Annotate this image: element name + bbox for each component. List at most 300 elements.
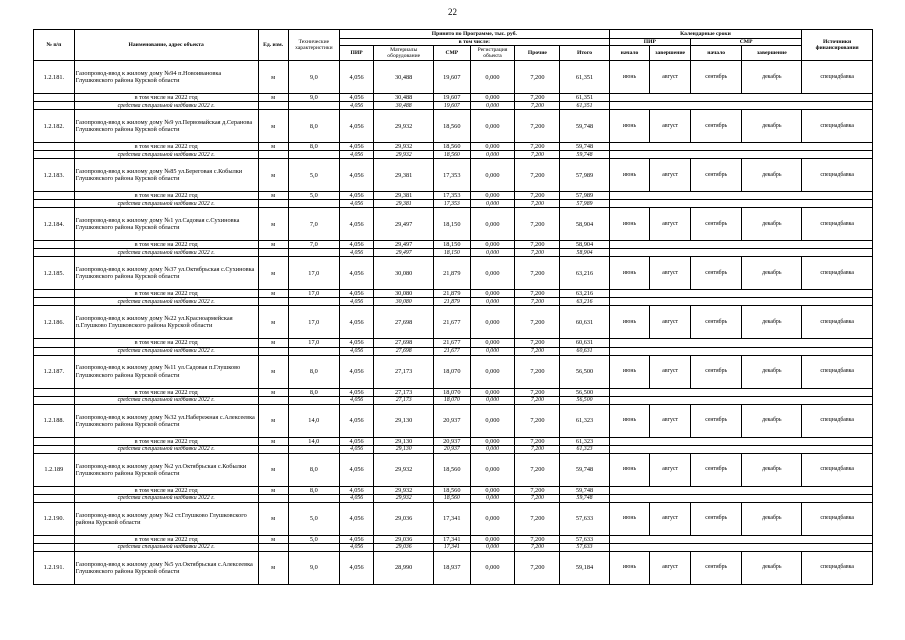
row-source: спецнадбавка [802,61,873,94]
row-materials: 28,990 [374,551,434,584]
row-registration: 0,000 [470,355,515,388]
row-source: спецнадбавка [802,502,873,535]
row-pir-end: август [650,257,691,290]
extra-blank [609,102,872,110]
extra-registration: 0,000 [470,151,515,159]
row-tech: 7,0 [288,208,339,241]
special-surcharge-row [34,200,873,208]
row-pir-start: июнь [609,355,650,388]
subtotal-blank [609,437,872,445]
header-materials: Материалы оборудование [374,46,434,61]
subtotal-materials: 29,036 [374,535,434,543]
extra-tech [288,298,339,306]
extra-blank [609,396,872,404]
row-smr-end: декабрь [742,257,802,290]
row-smr-end: декабрь [742,502,802,535]
extra-tech [288,151,339,159]
extra-other: 7,200 [515,543,560,551]
row-registration: 0,000 [470,159,515,192]
row-smr: 18,560 [434,110,470,143]
row-unit: м [258,110,288,143]
extra-smr: 18,560 [434,151,470,159]
extra-other: 7,200 [515,249,560,257]
subtotal-row [34,388,873,396]
row-pir: 4,056 [340,208,374,241]
extra-other: 7,200 [515,151,560,159]
row-name: Газопровод-ввод к жилому дому №85 ул.Береговая с.Кобылки Глушковского района Курской области [74,159,258,192]
extra-registration: 0,000 [470,298,515,306]
row-smr: 21,879 [434,257,470,290]
subtotal-unit: м [258,94,288,102]
row-pir: 4,056 [340,257,374,290]
subtotal-row [34,290,873,298]
extra-label: средства специальной надбавки 2022 г. [74,445,258,453]
extra-blank [609,249,872,257]
row-tech: 17,0 [288,306,339,339]
subtotal-row [34,535,873,543]
row-name: Газопровод-ввод к жилому дому №37 ул.Октябрьская с.Сухиновка Глушковского района Курской области [74,257,258,290]
row-smr: 18,560 [434,453,470,486]
row-other: 7,200 [515,257,560,290]
extra-unit [258,249,288,257]
subtotal-total: 61,351 [560,94,609,102]
page-number: 22 [448,7,457,17]
subtotal-num-cell [34,388,75,396]
special-surcharge-row [34,347,873,355]
subtotal-smr: 21,677 [434,339,470,347]
row-tech: 5,0 [288,159,339,192]
row-pir-start: июнь [609,61,650,94]
subtotal-materials: 27,173 [374,388,434,396]
row-other: 7,200 [515,306,560,339]
extra-smr: 19,607 [434,102,470,110]
subtotal-tech: 7,0 [288,241,339,249]
subtotal-label: в том числе на 2022 год [74,388,258,396]
extra-num-cell [34,102,75,110]
row-smr-end: декабрь [742,551,802,584]
extra-smr: 17,353 [434,200,470,208]
row-tech: 14,0 [288,404,339,437]
row-tech: 8,0 [288,453,339,486]
subtotal-total: 56,500 [560,388,609,396]
extra-label: средства специальной надбавки 2022 г. [74,151,258,159]
extra-total: 63,216 [560,298,609,306]
extra-materials: 27,698 [374,347,434,355]
subtotal-other: 7,200 [515,94,560,102]
extra-num-cell [34,347,75,355]
subtotal-row [34,437,873,445]
extra-pir: 4,056 [340,347,374,355]
subtotal-materials: 29,130 [374,437,434,445]
row-smr-end: декабрь [742,61,802,94]
subtotal-registration: 0,000 [470,486,515,494]
subtotal-row [34,192,873,200]
subtotal-unit: м [258,192,288,200]
row-source: спецнадбавка [802,355,873,388]
row-num: 1.2.183. [34,159,75,192]
subtotal-num-cell [34,143,75,151]
row-registration: 0,000 [470,110,515,143]
subtotal-pir: 4,056 [340,339,374,347]
extra-total: 56,500 [560,396,609,404]
header-cal-smr: СМР [690,39,801,46]
subtotal-registration: 0,000 [470,143,515,151]
subtotal-smr: 17,353 [434,192,470,200]
row-materials: 29,932 [374,110,434,143]
subtotal-materials: 27,698 [374,339,434,347]
row-name: Газопровод-ввод к жилому дому №22 ул.Красноармейская п.Глушково Глушковского района Курской области [74,306,258,339]
extra-total: 59,748 [560,494,609,502]
row-total: 60,631 [560,306,609,339]
extra-pir: 4,056 [340,151,374,159]
row-materials: 29,932 [374,453,434,486]
row-materials: 27,698 [374,306,434,339]
row-registration: 0,000 [470,453,515,486]
extra-smr: 18,150 [434,249,470,257]
extra-materials: 30,080 [374,298,434,306]
row-smr: 21,677 [434,306,470,339]
row-pir: 4,056 [340,159,374,192]
extra-smr: 21,677 [434,347,470,355]
extra-pir: 4,056 [340,298,374,306]
row-smr: 18,070 [434,355,470,388]
subtotal-unit: м [258,388,288,396]
subtotal-num-cell [34,290,75,298]
row-num: 1.2.186. [34,306,75,339]
extra-materials: 30,488 [374,102,434,110]
extra-smr: 18,560 [434,494,470,502]
row-smr-start: сентябрь [690,551,741,584]
row-other: 7,200 [515,453,560,486]
row-unit: м [258,159,288,192]
extra-total: 59,748 [560,151,609,159]
subtotal-blank [609,290,872,298]
subtotal-tech: 8,0 [288,143,339,151]
row-pir-start: июнь [609,551,650,584]
row-other: 7,200 [515,159,560,192]
extra-unit [258,298,288,306]
row-total: 61,351 [560,61,609,94]
extra-num-cell [34,298,75,306]
subtotal-tech: 9,0 [288,94,339,102]
table-row [34,306,873,339]
subtotal-total: 60,631 [560,339,609,347]
subtotal-materials: 29,932 [374,143,434,151]
subtotal-pir: 4,056 [340,192,374,200]
row-materials: 30,488 [374,61,434,94]
extra-registration: 0,000 [470,494,515,502]
extra-materials: 29,036 [374,543,434,551]
header-including: в том числе: [340,39,610,46]
extra-registration: 0,000 [470,543,515,551]
extra-label: средства специальной надбавки 2022 г. [74,543,258,551]
row-pir-start: июнь [609,159,650,192]
subtotal-smr: 18,070 [434,388,470,396]
extra-label: средства специальной надбавки 2022 г. [74,102,258,110]
subtotal-tech: 17,0 [288,339,339,347]
subtotal-blank [609,535,872,543]
subtotal-materials: 30,080 [374,290,434,298]
row-smr-end: декабрь [742,110,802,143]
subtotal-blank [609,388,872,396]
extra-blank [609,347,872,355]
header-source: Источники финансирования [802,30,873,61]
row-smr-end: декабрь [742,159,802,192]
header-calendar: Календарные сроки [609,30,802,39]
extra-materials: 29,497 [374,249,434,257]
subtotal-row [34,486,873,494]
row-registration: 0,000 [470,502,515,535]
row-smr: 20,937 [434,404,470,437]
row-total: 59,748 [560,453,609,486]
subtotal-other: 7,200 [515,192,560,200]
subtotal-row [34,143,873,151]
row-smr-start: сентябрь [690,61,741,94]
extra-blank [609,494,872,502]
row-pir-start: июнь [609,404,650,437]
header-num: № п/п [34,30,75,61]
row-pir-end: август [650,551,691,584]
row-registration: 0,000 [470,551,515,584]
extra-unit [258,102,288,110]
row-source: спецнадбавка [802,404,873,437]
row-total: 59,748 [560,110,609,143]
row-num: 1.2.185. [34,257,75,290]
row-source: спецнадбавка [802,110,873,143]
row-registration: 0,000 [470,61,515,94]
extra-materials: 27,173 [374,396,434,404]
row-name: Газопровод-ввод к жилому дому №11 ул.Садовая п.Глушково Глушковского района Курской области [74,355,258,388]
extra-label: средства специальной надбавки 2022 г. [74,396,258,404]
table-body [34,61,873,584]
special-surcharge-row [34,543,873,551]
row-total: 56,500 [560,355,609,388]
subtotal-other: 7,200 [515,241,560,249]
row-other: 7,200 [515,551,560,584]
subtotal-label: в том числе на 2022 год [74,437,258,445]
table-row [34,453,873,486]
header-pir-finish: завершение [650,46,691,61]
row-pir-start: июнь [609,110,650,143]
row-tech: 17,0 [288,257,339,290]
special-surcharge-row [34,249,873,257]
subtotal-registration: 0,000 [470,535,515,543]
subtotal-registration: 0,000 [470,388,515,396]
extra-total: 61,323 [560,445,609,453]
row-other: 7,200 [515,208,560,241]
subtotal-label: в том числе на 2022 год [74,143,258,151]
extra-unit [258,445,288,453]
row-source: спецнадбавка [802,208,873,241]
extra-registration: 0,000 [470,396,515,404]
extra-num-cell [34,200,75,208]
row-materials: 27,173 [374,355,434,388]
subtotal-tech: 8,0 [288,388,339,396]
subtotal-other: 7,200 [515,437,560,445]
row-unit: м [258,306,288,339]
subtotal-materials: 29,497 [374,241,434,249]
extra-tech [288,200,339,208]
subtotal-blank [609,486,872,494]
header-other: Прочие [515,46,560,61]
subtotal-pir: 4,056 [340,388,374,396]
special-surcharge-row [34,151,873,159]
extra-total: 57,633 [560,543,609,551]
row-unit: м [258,453,288,486]
subtotal-num-cell [34,241,75,249]
row-pir-start: июнь [609,257,650,290]
subtotal-label: в том числе на 2022 год [74,241,258,249]
row-smr: 17,353 [434,159,470,192]
extra-pir: 4,056 [340,396,374,404]
subtotal-registration: 0,000 [470,192,515,200]
subtotal-total: 63,216 [560,290,609,298]
subtotal-total: 58,904 [560,241,609,249]
subtotal-other: 7,200 [515,535,560,543]
extra-registration: 0,000 [470,200,515,208]
row-total: 63,216 [560,257,609,290]
table-row [34,208,873,241]
subtotal-blank [609,241,872,249]
table-row [34,404,873,437]
row-smr: 17,341 [434,502,470,535]
extra-label: средства специальной надбавки 2022 г. [74,494,258,502]
row-pir-end: август [650,208,691,241]
row-unit: м [258,257,288,290]
row-total: 57,633 [560,502,609,535]
row-pir-end: август [650,306,691,339]
subtotal-num-cell [34,437,75,445]
subtotal-num-cell [34,339,75,347]
extra-tech [288,102,339,110]
row-tech: 9,0 [288,551,339,584]
header-accepted: Принято по Программе, тыс. руб. [340,30,610,39]
subtotal-label: в том числе на 2022 год [74,486,258,494]
row-other: 7,200 [515,110,560,143]
table-header [34,30,873,61]
extra-tech [288,445,339,453]
extra-total: 57,989 [560,200,609,208]
row-num: 1.2.188. [34,404,75,437]
row-smr-end: декабрь [742,306,802,339]
subtotal-unit: м [258,290,288,298]
extra-total: 58,904 [560,249,609,257]
subtotal-unit: м [258,535,288,543]
row-registration: 0,000 [470,257,515,290]
header-tech: Технические характеристики [288,30,339,61]
extra-other: 7,200 [515,494,560,502]
extra-pir: 4,056 [340,445,374,453]
row-num: 1.2.184. [34,208,75,241]
subtotal-label: в том числе на 2022 год [74,290,258,298]
subtotal-row [34,241,873,249]
row-total: 61,323 [560,404,609,437]
row-name: Газопровод-ввод к жилому дому №32 ул.Набережная с.Алексеевка Глушковского района Курской области [74,404,258,437]
row-total: 59,184 [560,551,609,584]
row-smr-start: сентябрь [690,355,741,388]
row-num: 1.2.190. [34,502,75,535]
extra-num-cell [34,396,75,404]
subtotal-label: в том числе на 2022 год [74,94,258,102]
row-pir: 4,056 [340,551,374,584]
row-source: спецнадбавка [802,453,873,486]
table-row [34,355,873,388]
subtotal-blank [609,143,872,151]
header-smr-finish: завершение [742,46,802,61]
subtotal-blank [609,94,872,102]
row-materials: 30,080 [374,257,434,290]
subtotal-tech: 8,0 [288,486,339,494]
subtotal-registration: 0,000 [470,241,515,249]
row-unit: м [258,404,288,437]
row-smr-start: сентябрь [690,404,741,437]
header-pir-start: начало [609,46,650,61]
row-source: спецнадбавка [802,257,873,290]
subtotal-other: 7,200 [515,143,560,151]
subtotal-smr: 19,607 [434,94,470,102]
subtotal-total: 57,633 [560,535,609,543]
row-smr-start: сентябрь [690,110,741,143]
header-registration: Регистрация объекта [470,46,515,61]
subtotal-num-cell [34,535,75,543]
subtotal-registration: 0,000 [470,94,515,102]
extra-smr: 17,341 [434,543,470,551]
extra-registration: 0,000 [470,102,515,110]
row-source: спецнадбавка [802,159,873,192]
header-total: Итого [560,46,609,61]
extra-pir: 4,056 [340,494,374,502]
row-other: 7,200 [515,404,560,437]
row-registration: 0,000 [470,208,515,241]
row-smr: 18,937 [434,551,470,584]
extra-pir: 4,056 [340,543,374,551]
row-pir-start: июнь [609,502,650,535]
extra-other: 7,200 [515,102,560,110]
row-pir-start: июнь [609,306,650,339]
extra-tech [288,396,339,404]
subtotal-unit: м [258,143,288,151]
extra-unit [258,543,288,551]
extra-tech [288,494,339,502]
extra-tech [288,249,339,257]
subtotal-num-cell [34,486,75,494]
extra-label: средства специальной надбавки 2022 г. [74,347,258,355]
extra-pir: 4,056 [340,102,374,110]
row-other: 7,200 [515,61,560,94]
row-smr-end: декабрь [742,208,802,241]
extra-other: 7,200 [515,200,560,208]
row-name: Газопровод-ввод к жилому дому №1 ул.Садовая с.Сухиновка Глушковского района Курской области [74,208,258,241]
row-pir: 4,056 [340,306,374,339]
subtotal-registration: 0,000 [470,290,515,298]
special-surcharge-row [34,298,873,306]
subtotal-label: в том числе на 2022 год [74,339,258,347]
extra-blank [609,445,872,453]
row-smr-start: сентябрь [690,502,741,535]
row-registration: 0,000 [470,306,515,339]
subtotal-unit: м [258,486,288,494]
row-unit: м [258,551,288,584]
row-materials: 29,036 [374,502,434,535]
row-name: Газопровод-ввод к жилому дому №2 ст.Глушково Глушковского района Курской области [74,502,258,535]
extra-label: средства специальной надбавки 2022 г. [74,249,258,257]
extra-unit [258,347,288,355]
extra-other: 7,200 [515,445,560,453]
extra-other: 7,200 [515,396,560,404]
row-pir: 4,056 [340,110,374,143]
header-pir: ПИР [340,46,374,61]
extra-registration: 0,000 [470,445,515,453]
